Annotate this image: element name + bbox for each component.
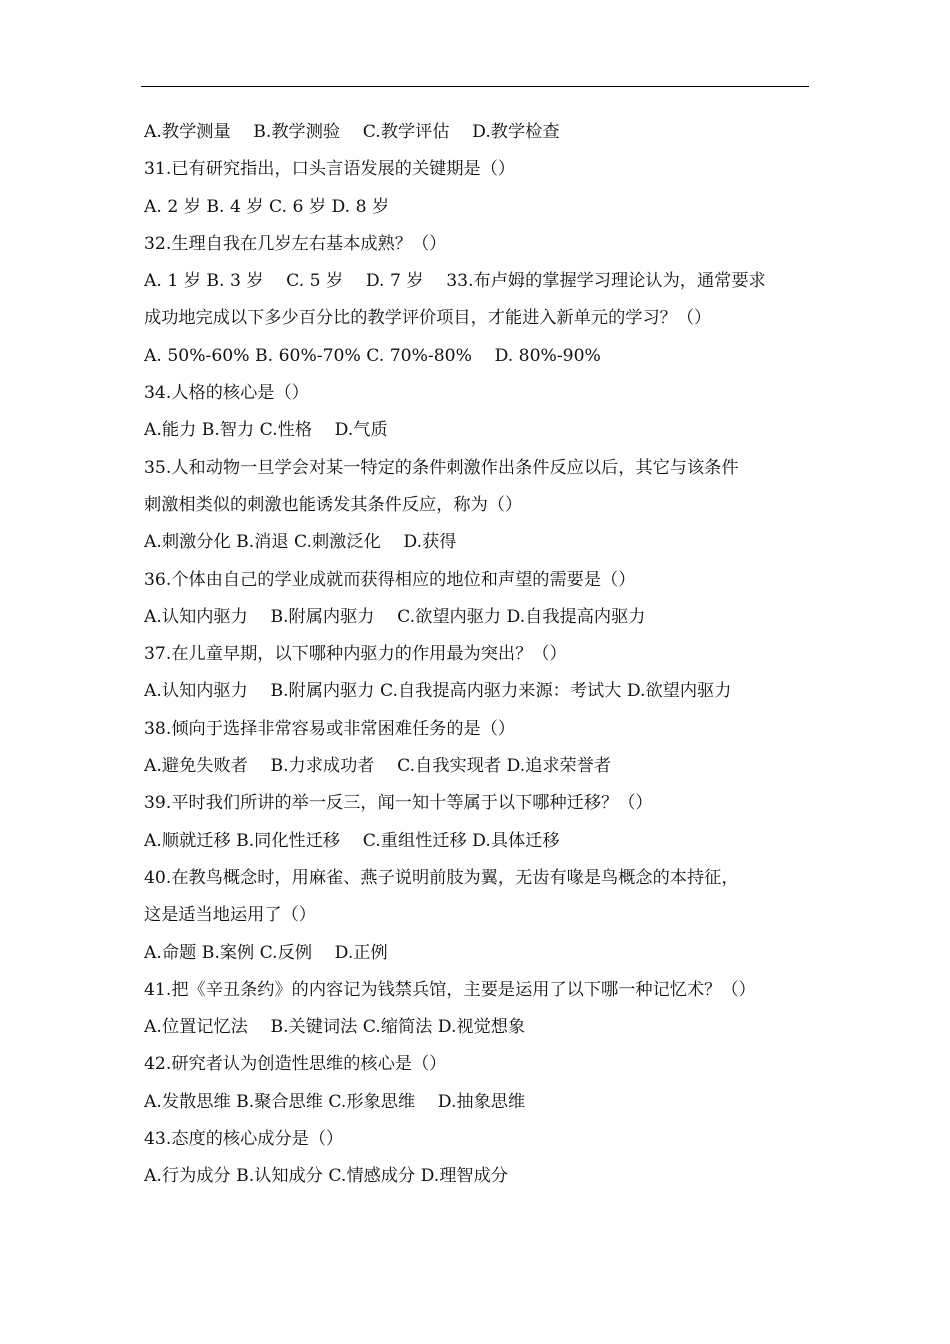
question-line: 34.人格的核心是（） — [144, 383, 309, 404]
question-line: 32.生理自我在几岁左右基本成熟？（） — [144, 233, 447, 254]
options-line: A.刺激分化 B.消退 C.刺激泛化 D.获得 — [144, 532, 457, 553]
question-line: 40.在教鸟概念时，用麻雀、燕子说明前肢为翼，无齿有喙是鸟概念的本持征， — [144, 867, 739, 888]
question-line: 这是适当地运用了（） — [144, 905, 316, 926]
options-line: A.认知内驱力 B.附属内驱力 C.自我提高内驱力来源：考试大 D.欲望内驱力 — [144, 681, 732, 702]
question-line: 31.已有研究指出，口头言语发展的关键期是（） — [144, 159, 516, 180]
question-line: 42.研究者认为创造性思维的核心是（） — [144, 1054, 447, 1075]
options-line: A.顺就迁移 B.同化性迁移 C.重组性迁移 D.具体迁移 — [144, 830, 560, 851]
options-line: A.认知内驱力 B.附属内驱力 C.欲望内驱力 D.自我提高内驱力 — [144, 606, 646, 627]
question-line: 37.在儿童早期，以下哪种内驱力的作用最为突出？（） — [144, 644, 567, 665]
question-line: 39.平时我们所讲的举一反三，闻一知十等属于以下哪种迁移？（） — [144, 793, 653, 814]
options-line: A.行为成分 B.认知成分 C.情感成分 D.理智成分 — [144, 1166, 508, 1187]
options-line: A. 2 岁 B. 4 岁 C. 6 岁 D. 8 岁 — [144, 196, 390, 217]
options-line: A. 50%-60% B. 60%-70% C. 70%-80% D. 80%-90% — [144, 345, 601, 366]
header-rule — [141, 86, 809, 87]
text-line: A.教学测量 B.教学测验 C.教学评估 D.教学检查 — [144, 122, 560, 142]
options-line: A.能力 B.智力 C.性格 D.气质 — [144, 420, 388, 441]
document-body — [144, 114, 812, 1196]
question-line: 36.个体由自己的学业成就而获得相应的地位和声望的需要是（） — [144, 569, 636, 590]
options-line: A.避免失败者 B.力求成功者 C.自我实现者 D.追求荣誉者 — [144, 756, 612, 777]
options-line: A.命题 B.案例 C.反例 D.正例 — [144, 942, 388, 963]
options-line: A.位置记忆法 B.关键词法 C.缩简法 D.视觉想象 — [144, 1017, 526, 1038]
question-line: 43.态度的核心成分是（） — [144, 1129, 344, 1150]
options-line: A.发散思维 B.聚合思维 C.形象思维 D.抽象思维 — [144, 1091, 526, 1112]
question-line: 刺激相类似的刺激也能诱发其条件反应，称为（） — [144, 494, 523, 515]
question-line: 38.倾向于选择非常容易或非常困难任务的是（） — [144, 718, 516, 739]
question-line: 成功地完成以下多少百分比的教学评价项目，才能进入新单元的学习？（） — [144, 308, 712, 329]
question-line: 41.把《辛丑条约》的内容记为钱禁兵馆，主要是运用了以下哪一种记忆术？（） — [144, 979, 756, 1000]
options-line: A. 1 岁 B. 3 岁 C. 5 岁 D. 7 岁 33.布卢姆的掌握学习理论认为，通常要求 — [144, 271, 766, 292]
question-line: 35.人和动物一旦学会对某一特定的条件刺激作出条件反应以后，其它与该条件 — [144, 457, 739, 478]
